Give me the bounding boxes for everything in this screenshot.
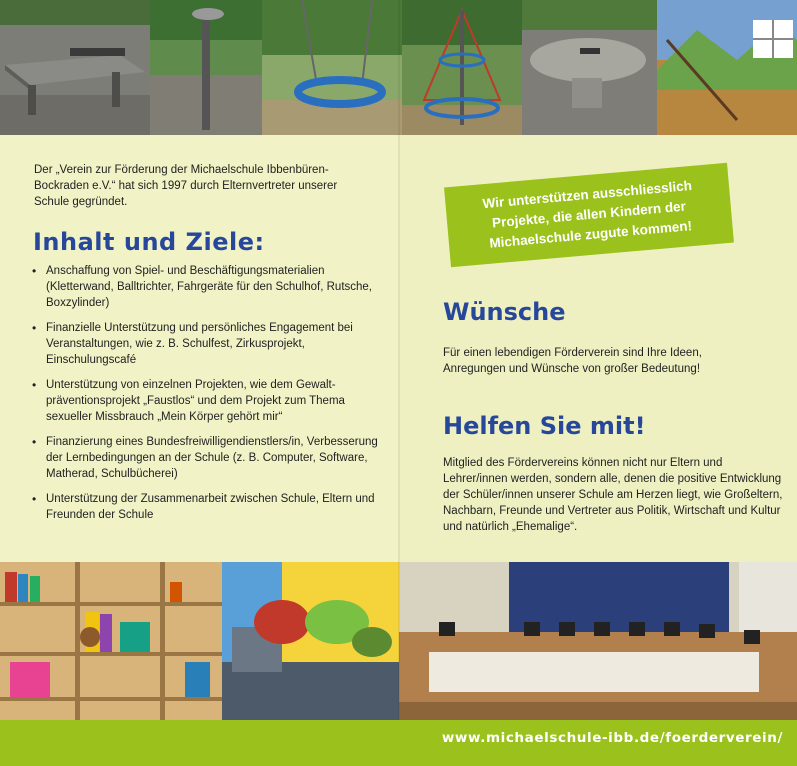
photo-computer-room [399, 562, 797, 720]
photo-pole [150, 0, 262, 135]
list-item: • Finanzierung eines Bundesfreiwilligendienstlers/in, Verbesserung der Lernbedingungen an der Schule (z. B. Computer, Software, Matherad, Schulbücherei) [32, 434, 382, 482]
heading-helfen-sie-mit: Helfen Sie mit! [443, 412, 646, 440]
photo-round-table [522, 0, 657, 135]
list-item: • Anschaffung von Spiel- und Beschäftigungsmaterialien (Kletterwand, Balltrichter, Fahrgeräte für den Schulhof, Rutsche, Boxzylinder) [32, 263, 382, 311]
photo-nest-swing [262, 0, 402, 135]
fold-line [398, 0, 400, 766]
goals-list [32, 263, 382, 532]
photo-climbing-net [402, 0, 522, 135]
heading-wuensche: Wünsche [443, 298, 566, 326]
list-item: • Unterstützung der Zusammenarbeit zwischen Schule, Eltern und Freunden der Schule [32, 491, 382, 523]
photo-library-shelves [0, 562, 222, 720]
green-banner: Wir unterstützen ausschliesslich Projekte, die allen Kindern der Michaelschule zugute kommen! [444, 163, 734, 267]
intro-text: Der „Verein zur Förderung der Michaelschule Ibbenbüren-Bockraden e.V.“ hat sich 1997 durch Elternvertreter unserer Schule gegründet. [34, 164, 338, 208]
left-panel [0, 135, 398, 562]
wuensche-text: Für einen lebendigen Förderverein sind Ihre Ideen, Anregungen und Wünsche von großer Bedeutung! [443, 347, 702, 375]
list-item: • Unterstützung von einzelnen Projekten, wie dem Gewalt-präventionsprojekt „Faustlos“ und dem Projekt zum Thema sexueller Missbrauch „Mein Körper gehört mir“ [32, 377, 382, 425]
helfen-text: Mitglied des Fördervereins können nicht nur Eltern und Lehrer/innen werden, sondern alle, denen die positive Entwicklung der Schüler/innen unserer Schule am Herzen liegt, wie Großeltern, Nachbarn, Freunde und Vertreter aus Politik, Wirtschaft und Kultur und natürlich „Ehemalige“. [443, 457, 783, 533]
heading-inhalt-und-ziele: Inhalt und Ziele: [33, 228, 265, 256]
photo-reading-corner [222, 562, 399, 720]
photo-climbing-wall [657, 0, 797, 135]
photo-table-tennis [0, 0, 150, 135]
footer-url[interactable]: www.michaelschule-ibb.de/foerderverein/ [441, 730, 783, 746]
list-item: • Finanzielle Unterstützung und persönliches Engagement bei Veranstaltungen, wie z. B. Schulfest, Zirkusprojekt, Einschulungscafé [32, 320, 382, 368]
